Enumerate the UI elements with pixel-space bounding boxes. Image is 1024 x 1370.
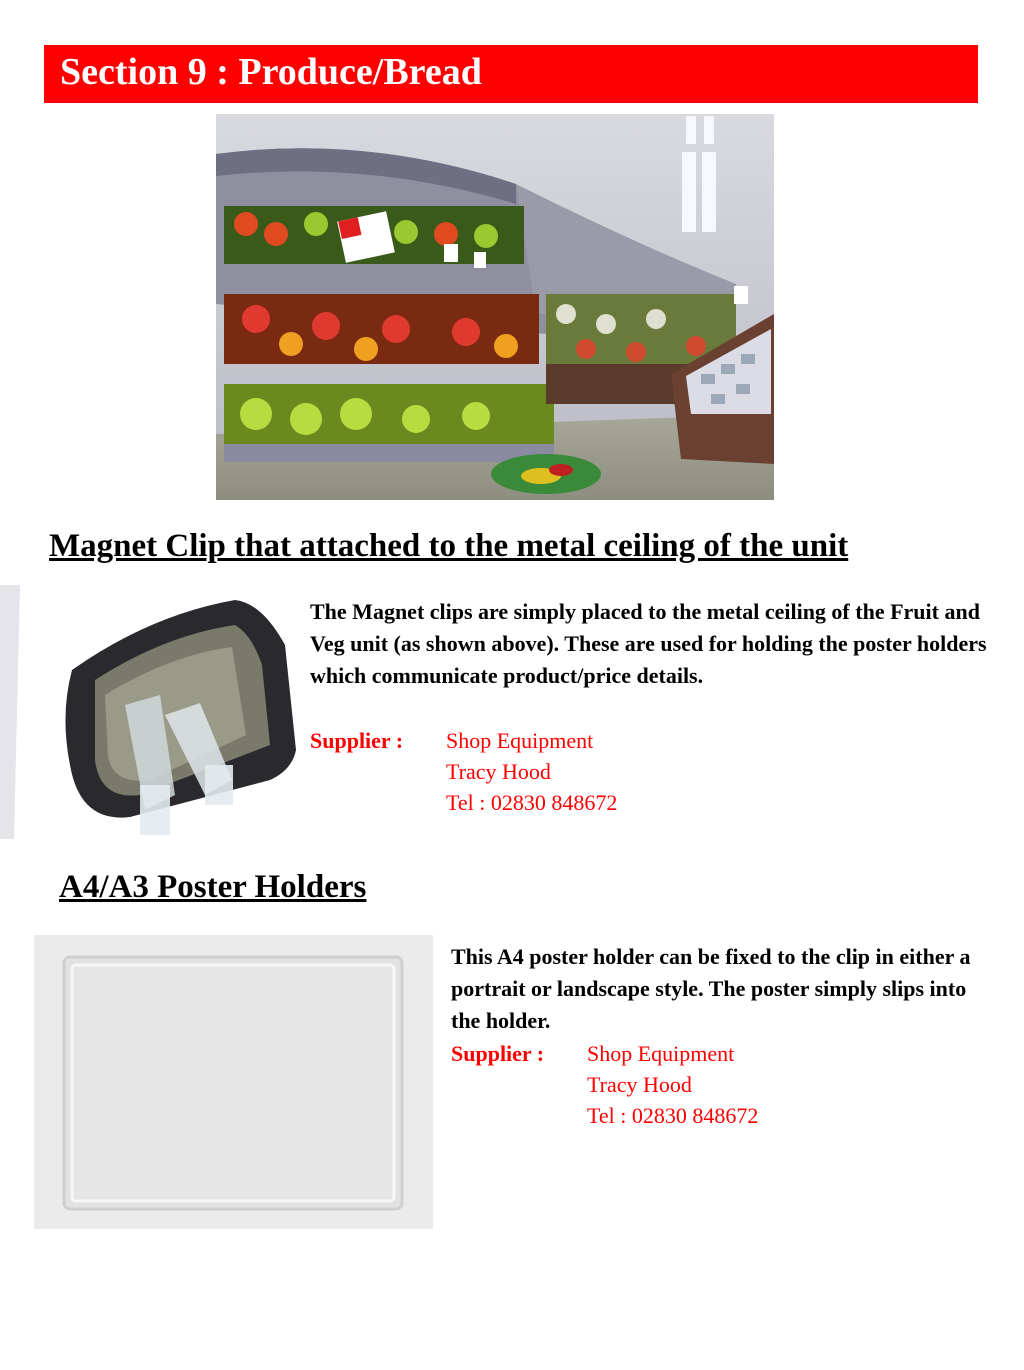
poster-holders-heading: A4/A3 Poster Holders	[59, 869, 367, 905]
poster-holder-photo	[34, 935, 433, 1229]
supplier-tel: Tel : 02830 848672	[587, 1103, 759, 1128]
magnet-clip-description: The Magnet clips are simply placed to the metal ceiling of the Fruit and Veg unit (as shown above). These are used for holding the poster holders which communicate product/price details.	[310, 599, 987, 688]
section-title: Section 9 : Produce/Bread	[60, 51, 482, 93]
poster-holder-description: This A4 poster holder can be fixed to the clip in either a portrait or landscape style. The poster simply slips into the holder.	[451, 944, 971, 1033]
supplier-label: Supplier :	[451, 1041, 545, 1066]
section-banner	[44, 45, 978, 103]
supplier-contact: Tracy Hood	[446, 759, 551, 784]
supplier-tel: Tel : 02830 848672	[446, 790, 618, 815]
supplier-label: Supplier :	[310, 728, 404, 753]
supplier-contact: Tracy Hood	[587, 1072, 692, 1097]
magnet-clip-photo	[0, 585, 296, 839]
supplier-name: Shop Equipment	[587, 1041, 735, 1066]
produce-department-photo	[216, 114, 774, 500]
supplier-name: Shop Equipment	[446, 728, 594, 753]
magnet-clip-heading: Magnet Clip that attached to the metal ceiling of the unit	[49, 528, 849, 564]
